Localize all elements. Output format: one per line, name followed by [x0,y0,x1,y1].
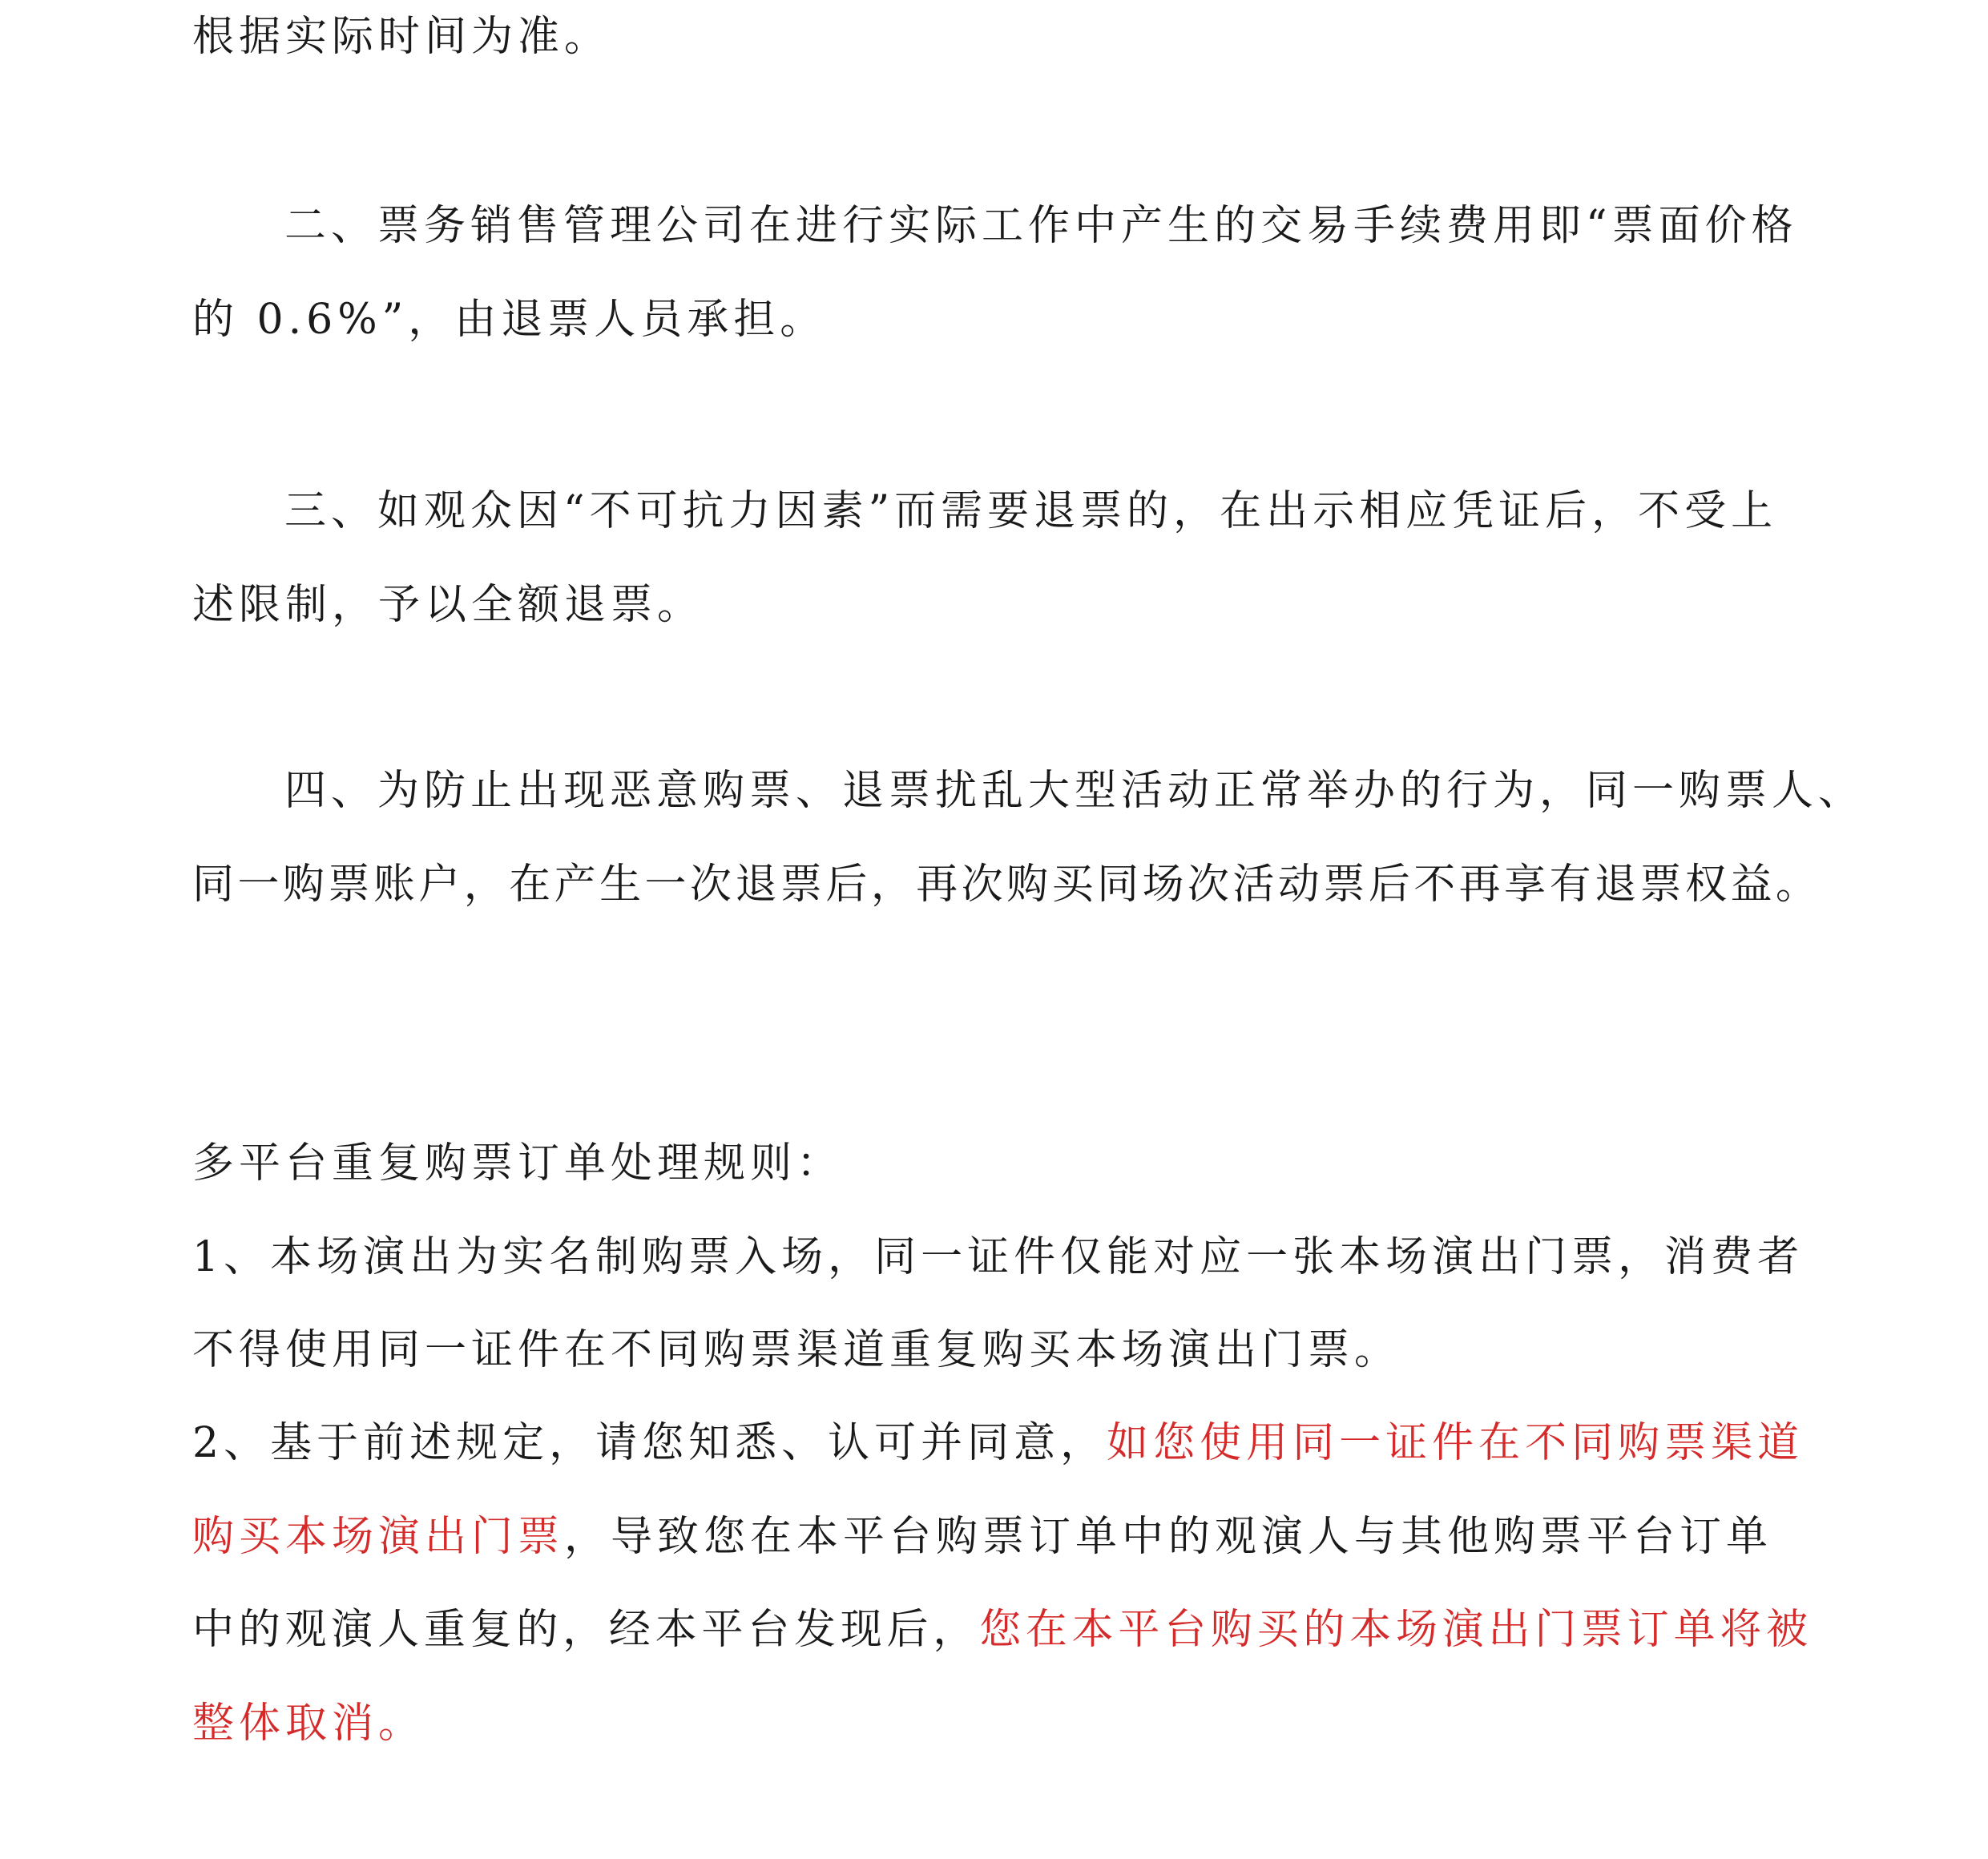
rule-2-line-3 [192,1604,1811,1655]
paragraph-3-line-2 [192,579,1811,631]
highlight-text: 整体取消。 [192,1700,425,1748]
text-segment: 中的观演人重复的，经本平台发现后， [192,1606,980,1654]
text-line [192,11,1811,63]
text-segment: 2、基于前述规定，请您知悉、认可并同意， [192,1419,1107,1467]
paragraph-2-line-1 [284,200,1903,252]
paragraph-2-line-2 [192,294,1811,345]
text-segment: 多平台重复购票订单处理规则： [192,1139,844,1188]
text-segment: 同一购票账户，在产生一次退票后，再次购买同场次活动票后不再享有退票权益。 [192,861,1821,909]
text-segment: 述限制，予以全额退票。 [192,581,704,629]
text-segment: 不得使用同一证件在不同购票渠道重复购买本场演出门票。 [192,1326,1401,1374]
text-segment: 三、如观众因“不可抗力因素”而需要退票的，在出示相应凭证后，不受上 [284,487,1778,535]
rule-1-line-2 [192,1325,1811,1376]
highlight-text: 您在本平台购买的本场演出门票订单将被 [979,1606,1813,1654]
text-segment: 四、为防止出现恶意购票、退票扰乱大型活动正常举办的行为，同一购票人、 [284,767,1865,815]
text-segment: ，导致您在本平台购票订单中的观演人与其他购票平台订单 [564,1513,1773,1561]
paragraph-4-line-2 [192,859,1821,910]
section-heading [192,1138,1811,1189]
text-segment: 根据实际时间为准。 [192,13,611,61]
paragraph-3-line-1 [284,486,1903,537]
highlight-text: 购买本场演出门票 [192,1513,565,1561]
rule-2-line-1 [192,1417,1811,1469]
text-segment: 的 0.6%”，由退票人员承担。 [192,296,827,344]
rule-2-line-2 [192,1511,1811,1563]
highlight-text: 如您使用同一证件在不同购票渠道 [1107,1419,1805,1467]
paragraph-4-line-1 [284,765,1903,817]
text-segment: 1、本场演出为实名制购票入场，同一证件仅能对应一张本场演出门票，消费者 [192,1233,1805,1281]
rule-1-line-1 [192,1232,1811,1283]
text-segment: 二、票务销售管理公司在进行实际工作中产生的交易手续费用即“票面价格 [284,202,1798,250]
rule-2-line-4 [192,1698,1811,1749]
